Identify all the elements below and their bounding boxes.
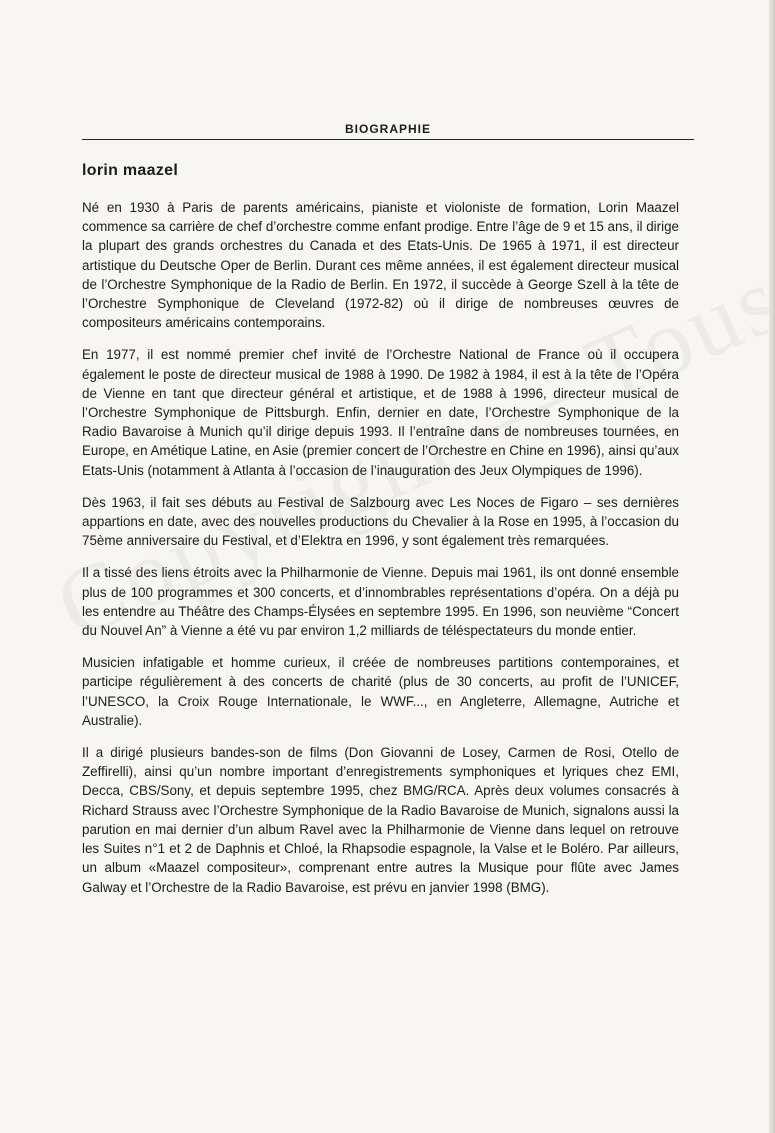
biography-body bbox=[82, 198, 679, 910]
paragraph-5: Musicien infatigable et homme curieux, il créée de nombreuses partitions contemporaines, et participe régulièrement à des concerts de charité (plus de 30 concerts, au profit de l’UNICEF, l’UNESCO, la Croix Rouge Internationale, le WWF..., en Angleterre, Allemagne, Autriche et Australie). bbox=[82, 655, 679, 728]
paragraph-6: Il a dirigé plusieurs bandes-son de films (Don Giovanni de Losey, Carmen de Rosi, Otello de Zeffirelli), ainsi qu’un nombre important d’enregistrements symphoniques et lyriques chez EMI, Decca, CBS/Sony, et depuis septembre 1995, chez BMG/RCA. Après deux volumes consacrés à Richard Strauss avec l’Orchestre Symphonique de la Radio Bavaroise de Munich, signalons aussi la parution en mai dernier d’un album Ravel avec la Philharmonie de Vienne dans lequel on retrouve les Suites n°1 et 2 de Daphnis et Chloé, la Rhapsodie espagnole, la Valse et le Boléro. Par ailleurs, un album «Maazel compositeur», comprenant entre autres la Musique pour flûte avec James Galway et l’Orchestre de la Radio Bavaroise, est prévu en janvier 1998 (BMG). bbox=[82, 745, 679, 895]
section-label: BIOGRAPHIE bbox=[344, 122, 431, 136]
biography-title: lorin maazel bbox=[82, 162, 179, 179]
paragraph-1: Né en 1930 à Paris de parents américains, pianiste et violoniste de formation, Lorin Maazel commence sa carrière de chef d’orchestre comme enfant prodige. Entre l’âge de 9 et 15 ans, il dirige la plupart des grands orchestres du Canada et des Etats-Unis. De 1965 à 1971, il est directeur artistique du Deutsche Oper de Berlin. Durant ces même années, il est également directeur musical de l’Orchestre Symphonique de la Radio de Berlin. En 1972, il succède à George Szell à la tête de l’Orchestre Symphonique de Cleveland (1972-82) où il dirige de nombreuses œuvres de compositeurs américains contemporains. bbox=[82, 200, 679, 331]
paragraph-2: En 1977, il est nommé premier chef invité de l’Orchestre National de France où il occupera également le poste de directeur musical de 1988 à 1990. De 1982 à 1984, il est à la tête de l’Opéra de Vienne en tant que directeur général et artistique, et de 1988 à 1996, directeur musical de l’Orchestre Symphonique de Pittsburgh. Enfin, dernier en date, l’Orchestre Symphonique de la Radio Bavaroise à Munich qu’il dirige depuis 1993. Il l’entraîne dans de nombreuses tournées, en Europe, en Amétique Latine, en Asie (premier concert de l’Orchestre en Chine en 1996), ainsi qu’aux Etats-Unis (notamment à Atlanta à l’occasion de l’inauguration des Jeux Olympiques de 1996). bbox=[82, 347, 679, 478]
paragraph-4: Il a tissé des liens étroits avec la Philharmonie de Vienne. Depuis mai 1961, ils ont donné ensemble plus de 100 programmes et 300 concerts, et d’innombrables représentations d’opéra. On a déjà pu les entendre au Théâtre des Champs-Élysées en septembre 1995. En 1996, son neuvième “Concert du Nouvel An” à Vienne a été vu par environ 1,2 milliards de téléspectateurs du monde entier. bbox=[82, 565, 679, 639]
header-rule bbox=[82, 139, 694, 140]
page-edge bbox=[769, 0, 775, 1133]
paragraph-3: Dès 1963, il fait ses débuts au Festival de Salzbourg avec Les Noces de Figaro – ses dernières appartions en date, avec des nouvelles productions du Chevalier à la Rose en 1995, à l’occasion du 75ème anniversaire du Festival, et d’Elektra en 1996, y sont également très remarquées. bbox=[82, 494, 679, 549]
